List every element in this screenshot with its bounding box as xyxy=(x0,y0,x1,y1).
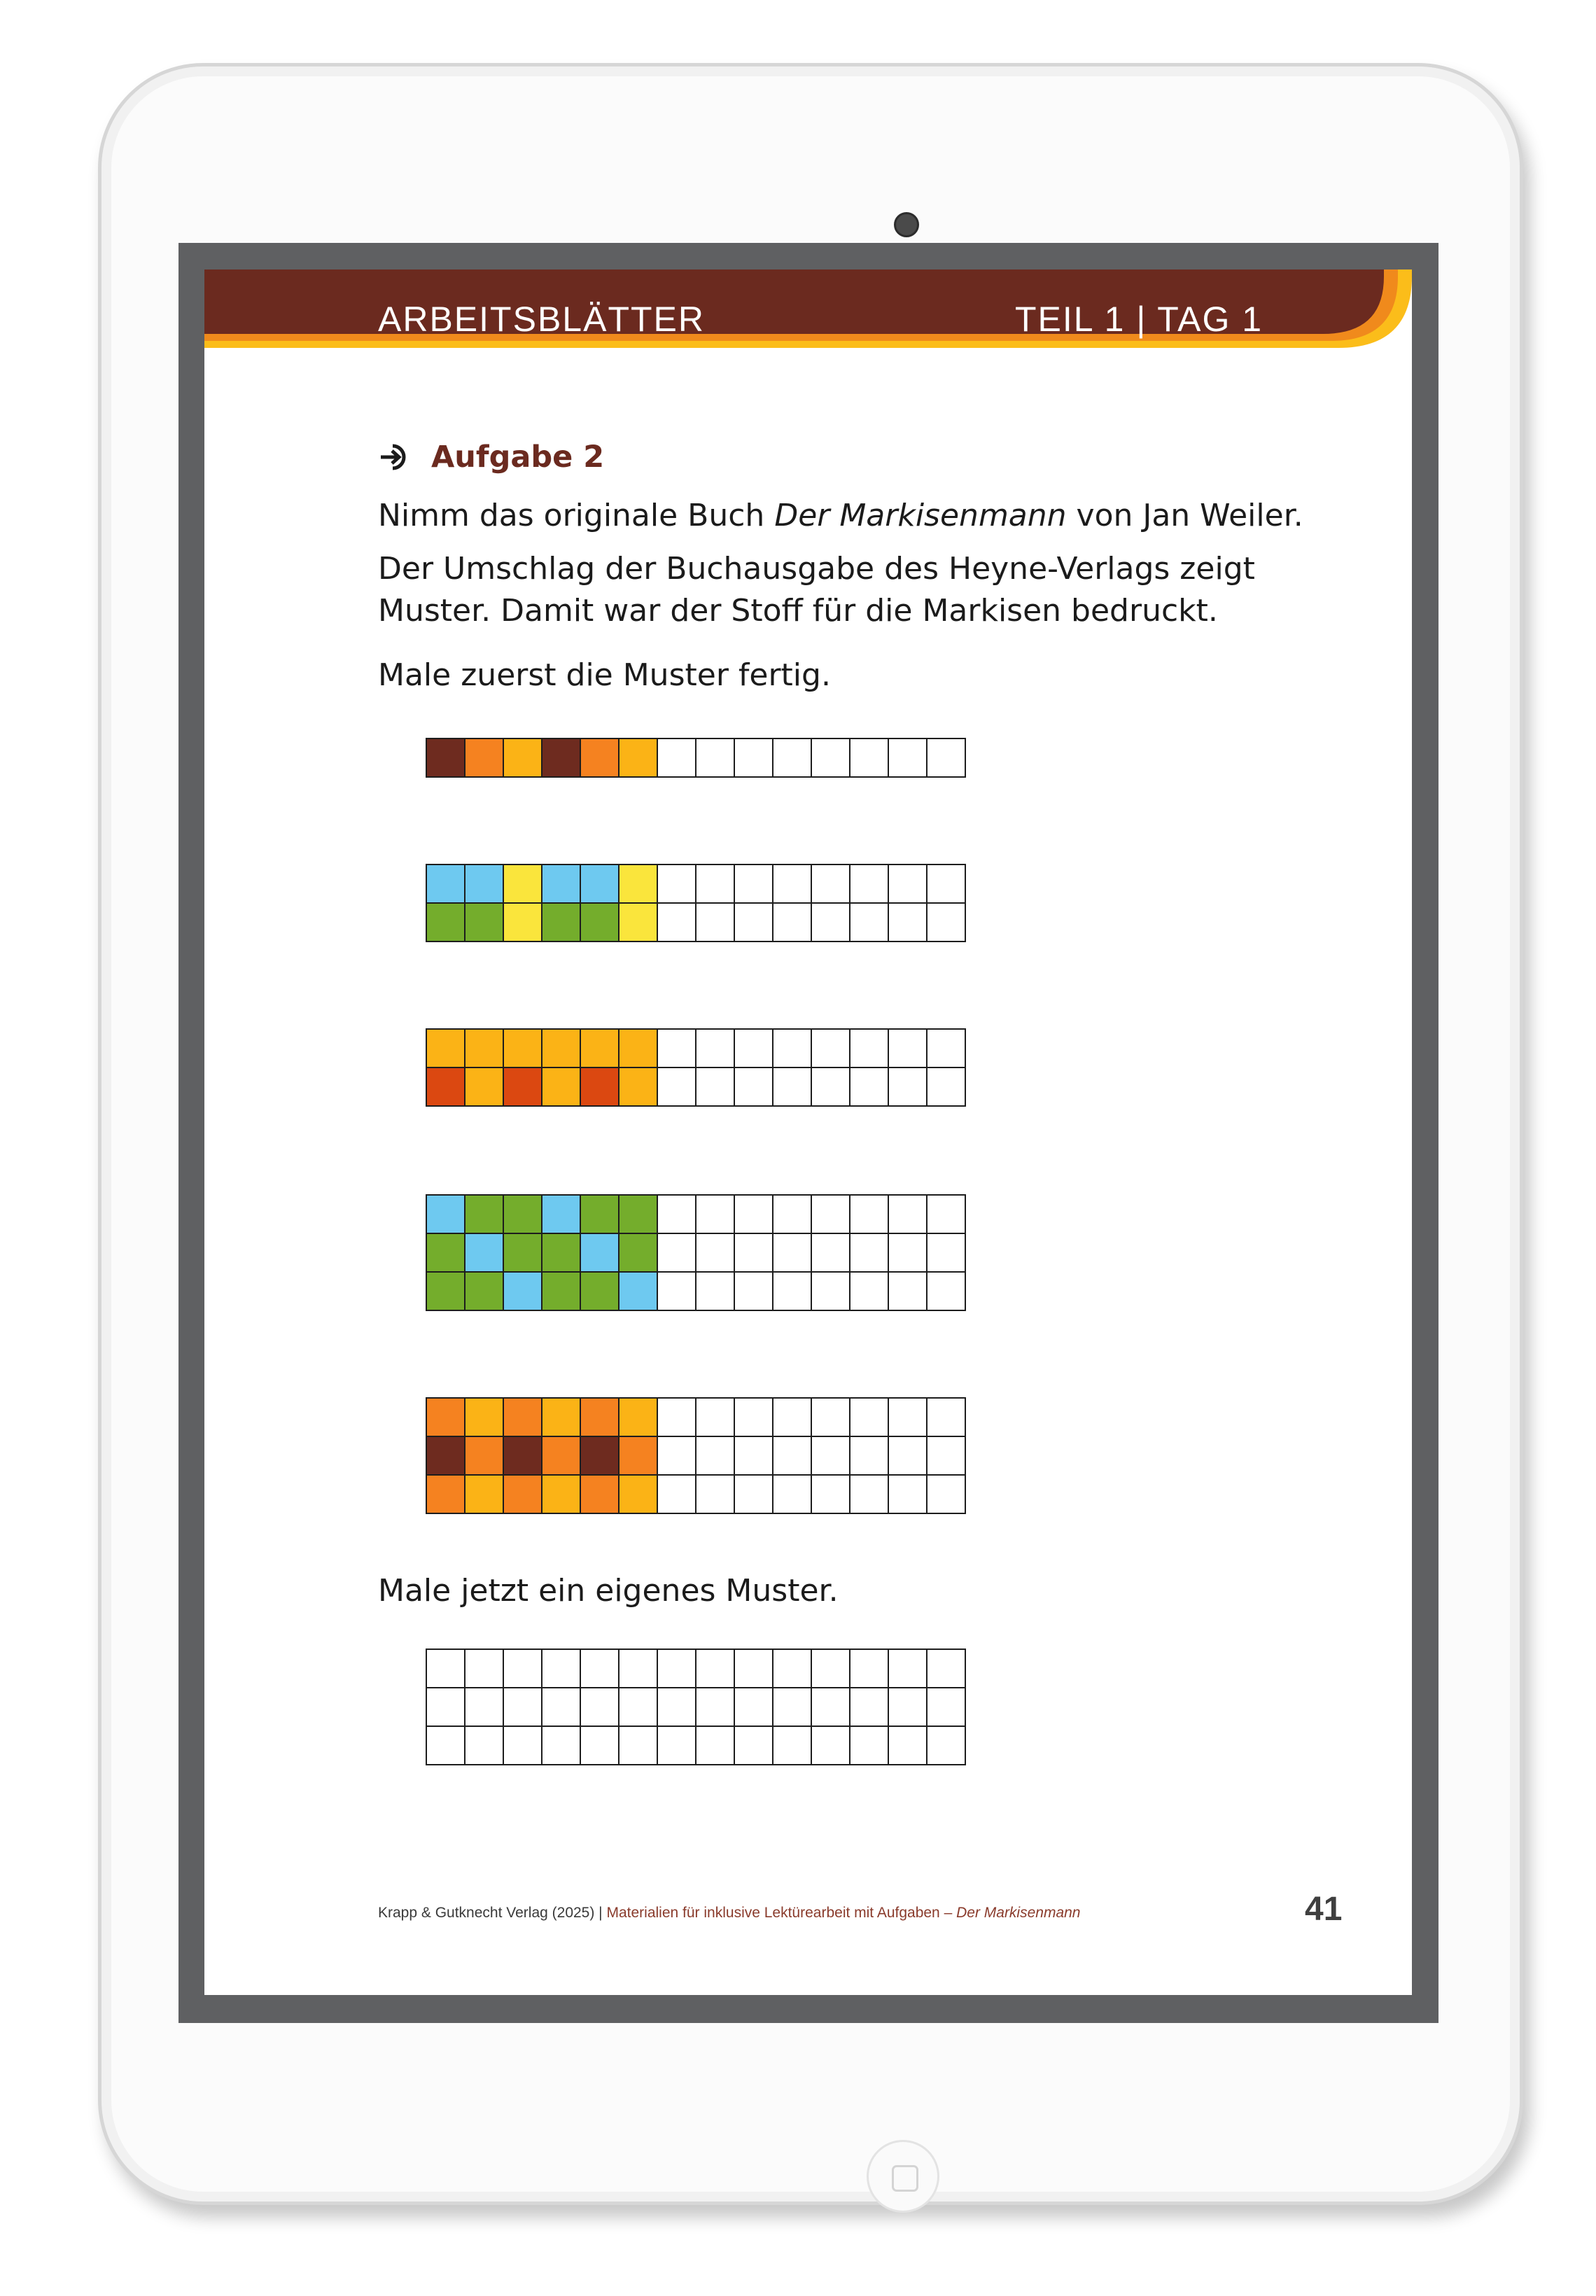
pattern-cell-empty[interactable] xyxy=(696,1476,735,1514)
pattern-cell-green[interactable] xyxy=(620,1234,658,1273)
pattern-cell-orange[interactable] xyxy=(581,1399,620,1437)
pattern-cell-amber[interactable] xyxy=(504,1030,542,1068)
pattern-cell-empty[interactable] xyxy=(504,1688,542,1727)
pattern-cell-empty[interactable] xyxy=(504,1727,542,1765)
pattern-cell-empty[interactable] xyxy=(850,739,889,778)
pattern-cell-empty[interactable] xyxy=(927,904,966,942)
pattern-cell-green[interactable] xyxy=(465,904,504,942)
pattern-cell-empty[interactable] xyxy=(658,865,696,904)
pattern-cell-blue[interactable] xyxy=(581,865,620,904)
pattern-cell-empty[interactable] xyxy=(735,1234,774,1273)
pattern-cell-empty[interactable] xyxy=(696,1234,735,1273)
pattern-cell-empty[interactable] xyxy=(889,865,927,904)
pattern-cell-empty[interactable] xyxy=(465,1688,504,1727)
instruction-book xyxy=(378,495,1303,537)
pattern-cell-empty[interactable] xyxy=(812,1476,850,1514)
pattern-cell-empty[interactable] xyxy=(581,1650,620,1688)
pattern-cell-empty[interactable] xyxy=(696,1030,735,1068)
pattern-cell-orange[interactable] xyxy=(620,1437,658,1476)
pattern-cell-orange[interactable] xyxy=(504,1476,542,1514)
pattern-cell-empty[interactable] xyxy=(850,1273,889,1311)
pattern-cell-orange[interactable] xyxy=(427,1476,465,1514)
pattern-cell-red-orange[interactable] xyxy=(581,1068,620,1107)
pattern-cell-empty[interactable] xyxy=(927,1437,966,1476)
pattern-cell-green[interactable] xyxy=(465,1196,504,1234)
pattern-cell-empty[interactable] xyxy=(889,1273,927,1311)
pattern-cell-empty[interactable] xyxy=(850,1650,889,1688)
pattern-cell-empty[interactable] xyxy=(927,1399,966,1437)
pattern-cell-empty[interactable] xyxy=(696,1068,735,1107)
pattern-cell-empty[interactable] xyxy=(581,1727,620,1765)
page-number: 41 xyxy=(1305,1891,1343,1928)
pattern-cell-empty[interactable] xyxy=(889,1234,927,1273)
pattern-cell-blue[interactable] xyxy=(542,1196,581,1234)
pattern-cell-yellow[interactable] xyxy=(504,904,542,942)
pattern-cell-empty[interactable] xyxy=(542,1727,581,1765)
pattern-cell-green[interactable] xyxy=(427,1234,465,1273)
header-title: ARBEITSBLÄTTER xyxy=(378,300,705,339)
pattern-cell-empty[interactable] xyxy=(774,1437,812,1476)
pattern-cell-empty[interactable] xyxy=(542,1688,581,1727)
pattern-cell-green[interactable] xyxy=(581,1196,620,1234)
pattern-cell-brown[interactable] xyxy=(427,739,465,778)
pattern-cell-empty[interactable] xyxy=(735,1399,774,1437)
pattern-cell-blue[interactable] xyxy=(581,1234,620,1273)
pattern-cell-empty[interactable] xyxy=(696,1273,735,1311)
footer-series: Materialien für inklusive Lektürearbeit mit Aufgaben – xyxy=(606,1905,957,1921)
pattern-cell-empty[interactable] xyxy=(850,1727,889,1765)
pattern-cell-empty[interactable] xyxy=(696,739,735,778)
footer-publisher: Krapp & Gutknecht Verlag (2025) | xyxy=(378,1905,607,1921)
pattern-cell-green[interactable] xyxy=(542,1273,581,1311)
pattern-cell-amber[interactable] xyxy=(465,1399,504,1437)
pattern-cell-empty[interactable] xyxy=(927,1196,966,1234)
pattern-cell-amber[interactable] xyxy=(620,739,658,778)
pattern-cell-blue[interactable] xyxy=(465,865,504,904)
pattern-cell-empty[interactable] xyxy=(812,1068,850,1107)
pattern-cell-empty[interactable] xyxy=(889,1650,927,1688)
pattern-cell-orange[interactable] xyxy=(504,1399,542,1437)
pattern-cell-empty[interactable] xyxy=(696,1437,735,1476)
pattern-cell-empty[interactable] xyxy=(696,865,735,904)
pattern-cell-empty[interactable] xyxy=(889,904,927,942)
pattern-cell-empty[interactable] xyxy=(927,1476,966,1514)
pattern-cell-amber[interactable] xyxy=(465,1030,504,1068)
pattern-cell-orange[interactable] xyxy=(427,1399,465,1437)
pattern-cell-empty[interactable] xyxy=(889,1727,927,1765)
pattern-cell-empty[interactable] xyxy=(581,1688,620,1727)
task-heading xyxy=(378,436,604,478)
pattern-cell-empty[interactable] xyxy=(889,1399,927,1437)
task-title: Aufgabe 2 xyxy=(431,440,605,475)
pattern-cell-amber[interactable] xyxy=(427,1030,465,1068)
pattern-cell-empty[interactable] xyxy=(850,1030,889,1068)
pattern-cell-empty[interactable] xyxy=(735,1030,774,1068)
instruction-book-suffix: von Jan Weiler. xyxy=(1066,498,1303,533)
pattern-cell-empty[interactable] xyxy=(542,1650,581,1688)
home-button[interactable] xyxy=(867,2140,939,2213)
instruction-own-pattern: Male jetzt ein eigenes Muster. xyxy=(378,1573,839,1609)
home-square-icon xyxy=(892,2165,918,2192)
pattern-cell-green[interactable] xyxy=(581,1273,620,1311)
instruction-book-prefix: Nimm das originale Buch xyxy=(378,498,775,533)
pattern-cell-empty[interactable] xyxy=(812,739,850,778)
pattern-cell-empty[interactable] xyxy=(812,1437,850,1476)
pattern-cell-empty[interactable] xyxy=(427,1727,465,1765)
pattern-cell-empty[interactable] xyxy=(658,739,696,778)
pattern-cell-empty[interactable] xyxy=(774,1030,812,1068)
pattern-cell-empty[interactable] xyxy=(774,1688,812,1727)
pattern-grid-1[interactable] xyxy=(426,738,966,778)
pattern-grid-2[interactable] xyxy=(426,864,966,942)
pattern-cell-empty[interactable] xyxy=(889,1196,927,1234)
pattern-cell-empty[interactable] xyxy=(812,1234,850,1273)
page-header xyxy=(204,270,1412,368)
pattern-cell-empty[interactable] xyxy=(889,1437,927,1476)
pattern-cell-brown[interactable] xyxy=(581,1437,620,1476)
pattern-cell-brown[interactable] xyxy=(542,739,581,778)
pattern-cell-empty[interactable] xyxy=(735,904,774,942)
pattern-cell-green[interactable] xyxy=(465,1273,504,1311)
header-section: TEIL 1 | TAG 1 xyxy=(1015,300,1264,339)
pattern-cell-yellow[interactable] xyxy=(620,865,658,904)
footer-credit xyxy=(378,1905,1081,1921)
pattern-cell-amber[interactable] xyxy=(620,1476,658,1514)
pattern-cell-empty[interactable] xyxy=(658,1273,696,1311)
pattern-cell-empty[interactable] xyxy=(696,1688,735,1727)
pattern-cell-amber[interactable] xyxy=(542,1399,581,1437)
pattern-cell-red-orange[interactable] xyxy=(427,1068,465,1107)
pattern-cell-empty[interactable] xyxy=(658,1399,696,1437)
pattern-cell-green[interactable] xyxy=(504,1234,542,1273)
pattern-cell-empty[interactable] xyxy=(812,1273,850,1311)
pattern-cell-empty[interactable] xyxy=(927,739,966,778)
pattern-cell-blue[interactable] xyxy=(427,865,465,904)
pattern-cell-blue[interactable] xyxy=(620,1273,658,1311)
pattern-cell-empty[interactable] xyxy=(850,865,889,904)
pattern-cell-empty[interactable] xyxy=(850,1399,889,1437)
pattern-cell-empty[interactable] xyxy=(774,1068,812,1107)
pattern-cell-empty[interactable] xyxy=(774,1650,812,1688)
arrow-right-circle-icon xyxy=(378,442,407,472)
pattern-cell-empty[interactable] xyxy=(735,1196,774,1234)
book-title: Der Markisenmann xyxy=(774,498,1067,533)
pattern-cell-empty[interactable] xyxy=(812,1196,850,1234)
pattern-cell-yellow[interactable] xyxy=(620,904,658,942)
pattern-cell-empty[interactable] xyxy=(774,739,812,778)
pattern-cell-empty[interactable] xyxy=(735,1068,774,1107)
pattern-cell-empty[interactable] xyxy=(850,1234,889,1273)
pattern-grid-5[interactable] xyxy=(426,1397,966,1514)
pattern-cell-empty[interactable] xyxy=(889,1688,927,1727)
pattern-cell-empty[interactable] xyxy=(927,1650,966,1688)
pattern-cell-empty[interactable] xyxy=(812,1399,850,1437)
pattern-cell-empty[interactable] xyxy=(850,1688,889,1727)
pattern-cell-amber[interactable] xyxy=(504,739,542,778)
pattern-cell-orange[interactable] xyxy=(465,739,504,778)
pattern-cell-empty[interactable] xyxy=(889,1476,927,1514)
pattern-cell-empty[interactable] xyxy=(774,1399,812,1437)
pattern-cell-empty[interactable] xyxy=(620,1688,658,1727)
pattern-cell-empty[interactable] xyxy=(774,1273,812,1311)
pattern-cell-empty[interactable] xyxy=(927,1030,966,1068)
pattern-cell-empty[interactable] xyxy=(774,1476,812,1514)
pattern-cell-empty[interactable] xyxy=(774,1234,812,1273)
pattern-cell-empty[interactable] xyxy=(658,1650,696,1688)
pattern-cell-empty[interactable] xyxy=(658,904,696,942)
pattern-cell-empty[interactable] xyxy=(889,739,927,778)
pattern-cell-empty[interactable] xyxy=(812,1650,850,1688)
pattern-cell-empty[interactable] xyxy=(658,1727,696,1765)
pattern-cell-green[interactable] xyxy=(427,1273,465,1311)
pattern-cell-empty[interactable] xyxy=(696,1399,735,1437)
pattern-cell-empty[interactable] xyxy=(774,865,812,904)
pattern-cell-empty[interactable] xyxy=(735,1688,774,1727)
pattern-grid-3[interactable] xyxy=(426,1028,966,1107)
pattern-cell-amber[interactable] xyxy=(542,1476,581,1514)
pattern-cell-empty[interactable] xyxy=(774,904,812,942)
pattern-cell-blue[interactable] xyxy=(542,865,581,904)
pattern-cell-green[interactable] xyxy=(504,1196,542,1234)
pattern-cell-orange[interactable] xyxy=(465,1437,504,1476)
pattern-cell-amber[interactable] xyxy=(542,1030,581,1068)
pattern-cell-empty[interactable] xyxy=(889,1068,927,1107)
pattern-cell-green[interactable] xyxy=(542,1234,581,1273)
pattern-cell-amber[interactable] xyxy=(620,1068,658,1107)
pattern-cell-blue[interactable] xyxy=(465,1234,504,1273)
pattern-cell-empty[interactable] xyxy=(812,1030,850,1068)
pattern-cell-empty[interactable] xyxy=(735,1273,774,1311)
pattern-cell-empty[interactable] xyxy=(735,865,774,904)
pattern-cell-empty[interactable] xyxy=(658,1196,696,1234)
pattern-cell-empty[interactable] xyxy=(735,1650,774,1688)
pattern-cell-green[interactable] xyxy=(620,1196,658,1234)
pattern-cell-empty[interactable] xyxy=(658,1437,696,1476)
camera-icon xyxy=(894,212,919,237)
pattern-cell-yellow[interactable] xyxy=(504,865,542,904)
pattern-cell-empty[interactable] xyxy=(658,1068,696,1107)
pattern-cell-empty[interactable] xyxy=(850,1476,889,1514)
pattern-cell-empty[interactable] xyxy=(812,865,850,904)
pattern-cell-empty[interactable] xyxy=(927,1273,966,1311)
pattern-cell-empty[interactable] xyxy=(735,1727,774,1765)
pattern-cell-orange[interactable] xyxy=(542,1437,581,1476)
instruction-cover-line-2: Muster. Damit war der Stoff für die Markisen bedruckt. xyxy=(378,593,1218,629)
pattern-cell-empty[interactable] xyxy=(927,1234,966,1273)
pattern-cell-empty[interactable] xyxy=(812,1688,850,1727)
pattern-cell-amber[interactable] xyxy=(620,1030,658,1068)
pattern-grid-4[interactable] xyxy=(426,1194,966,1311)
pattern-cell-empty[interactable] xyxy=(696,904,735,942)
pattern-cell-empty[interactable] xyxy=(465,1650,504,1688)
pattern-cell-amber[interactable] xyxy=(465,1476,504,1514)
pattern-cell-empty[interactable] xyxy=(658,1030,696,1068)
pattern-cell-empty[interactable] xyxy=(927,865,966,904)
pattern-cell-orange[interactable] xyxy=(581,739,620,778)
own-pattern-grid[interactable] xyxy=(426,1648,966,1765)
pattern-cell-empty[interactable] xyxy=(658,1234,696,1273)
pattern-cell-brown[interactable] xyxy=(504,1437,542,1476)
pattern-cell-empty[interactable] xyxy=(850,1437,889,1476)
pattern-cell-empty[interactable] xyxy=(850,1196,889,1234)
pattern-cell-empty[interactable] xyxy=(696,1727,735,1765)
pattern-cell-green[interactable] xyxy=(581,904,620,942)
pattern-cell-empty[interactable] xyxy=(889,1030,927,1068)
pattern-cell-empty[interactable] xyxy=(465,1727,504,1765)
pattern-cell-amber[interactable] xyxy=(465,1068,504,1107)
instruction-cover-line-1: Der Umschlag der Buchausgabe des Heyne-Verlags zeigt xyxy=(378,551,1255,587)
pattern-cell-empty[interactable] xyxy=(427,1650,465,1688)
pattern-cell-empty[interactable] xyxy=(658,1688,696,1727)
pattern-cell-empty[interactable] xyxy=(774,1196,812,1234)
footer-book-title: Der Markisenmann xyxy=(956,1905,1081,1921)
pattern-cell-blue[interactable] xyxy=(427,1196,465,1234)
pattern-cell-red-orange[interactable] xyxy=(504,1068,542,1107)
pattern-cell-green[interactable] xyxy=(427,904,465,942)
pattern-cell-empty[interactable] xyxy=(696,1196,735,1234)
pattern-cell-brown[interactable] xyxy=(427,1437,465,1476)
pattern-cell-empty[interactable] xyxy=(735,1476,774,1514)
pattern-cell-empty[interactable] xyxy=(774,1727,812,1765)
pattern-cell-empty[interactable] xyxy=(927,1688,966,1727)
pattern-cell-blue[interactable] xyxy=(504,1273,542,1311)
pattern-cell-empty[interactable] xyxy=(850,1068,889,1107)
pattern-cell-empty[interactable] xyxy=(927,1068,966,1107)
pattern-cell-empty[interactable] xyxy=(850,904,889,942)
pattern-cell-empty[interactable] xyxy=(504,1650,542,1688)
pattern-cell-empty[interactable] xyxy=(812,1727,850,1765)
pattern-cell-amber[interactable] xyxy=(542,1068,581,1107)
worksheet-page xyxy=(204,270,1412,1995)
pattern-cell-empty[interactable] xyxy=(658,1476,696,1514)
pattern-cell-empty[interactable] xyxy=(735,739,774,778)
pattern-cell-empty[interactable] xyxy=(735,1437,774,1476)
pattern-cell-empty[interactable] xyxy=(620,1650,658,1688)
pattern-cell-empty[interactable] xyxy=(620,1727,658,1765)
pattern-cell-orange[interactable] xyxy=(581,1476,620,1514)
pattern-cell-empty[interactable] xyxy=(927,1727,966,1765)
pattern-cell-green[interactable] xyxy=(542,904,581,942)
pattern-cell-empty[interactable] xyxy=(812,904,850,942)
instruction-cover xyxy=(378,548,1255,632)
pattern-cell-empty[interactable] xyxy=(427,1688,465,1727)
pattern-cell-empty[interactable] xyxy=(696,1650,735,1688)
pattern-cell-amber[interactable] xyxy=(620,1399,658,1437)
instruction-complete-patterns: Male zuerst die Muster fertig. xyxy=(378,657,831,693)
pattern-cell-amber[interactable] xyxy=(581,1030,620,1068)
